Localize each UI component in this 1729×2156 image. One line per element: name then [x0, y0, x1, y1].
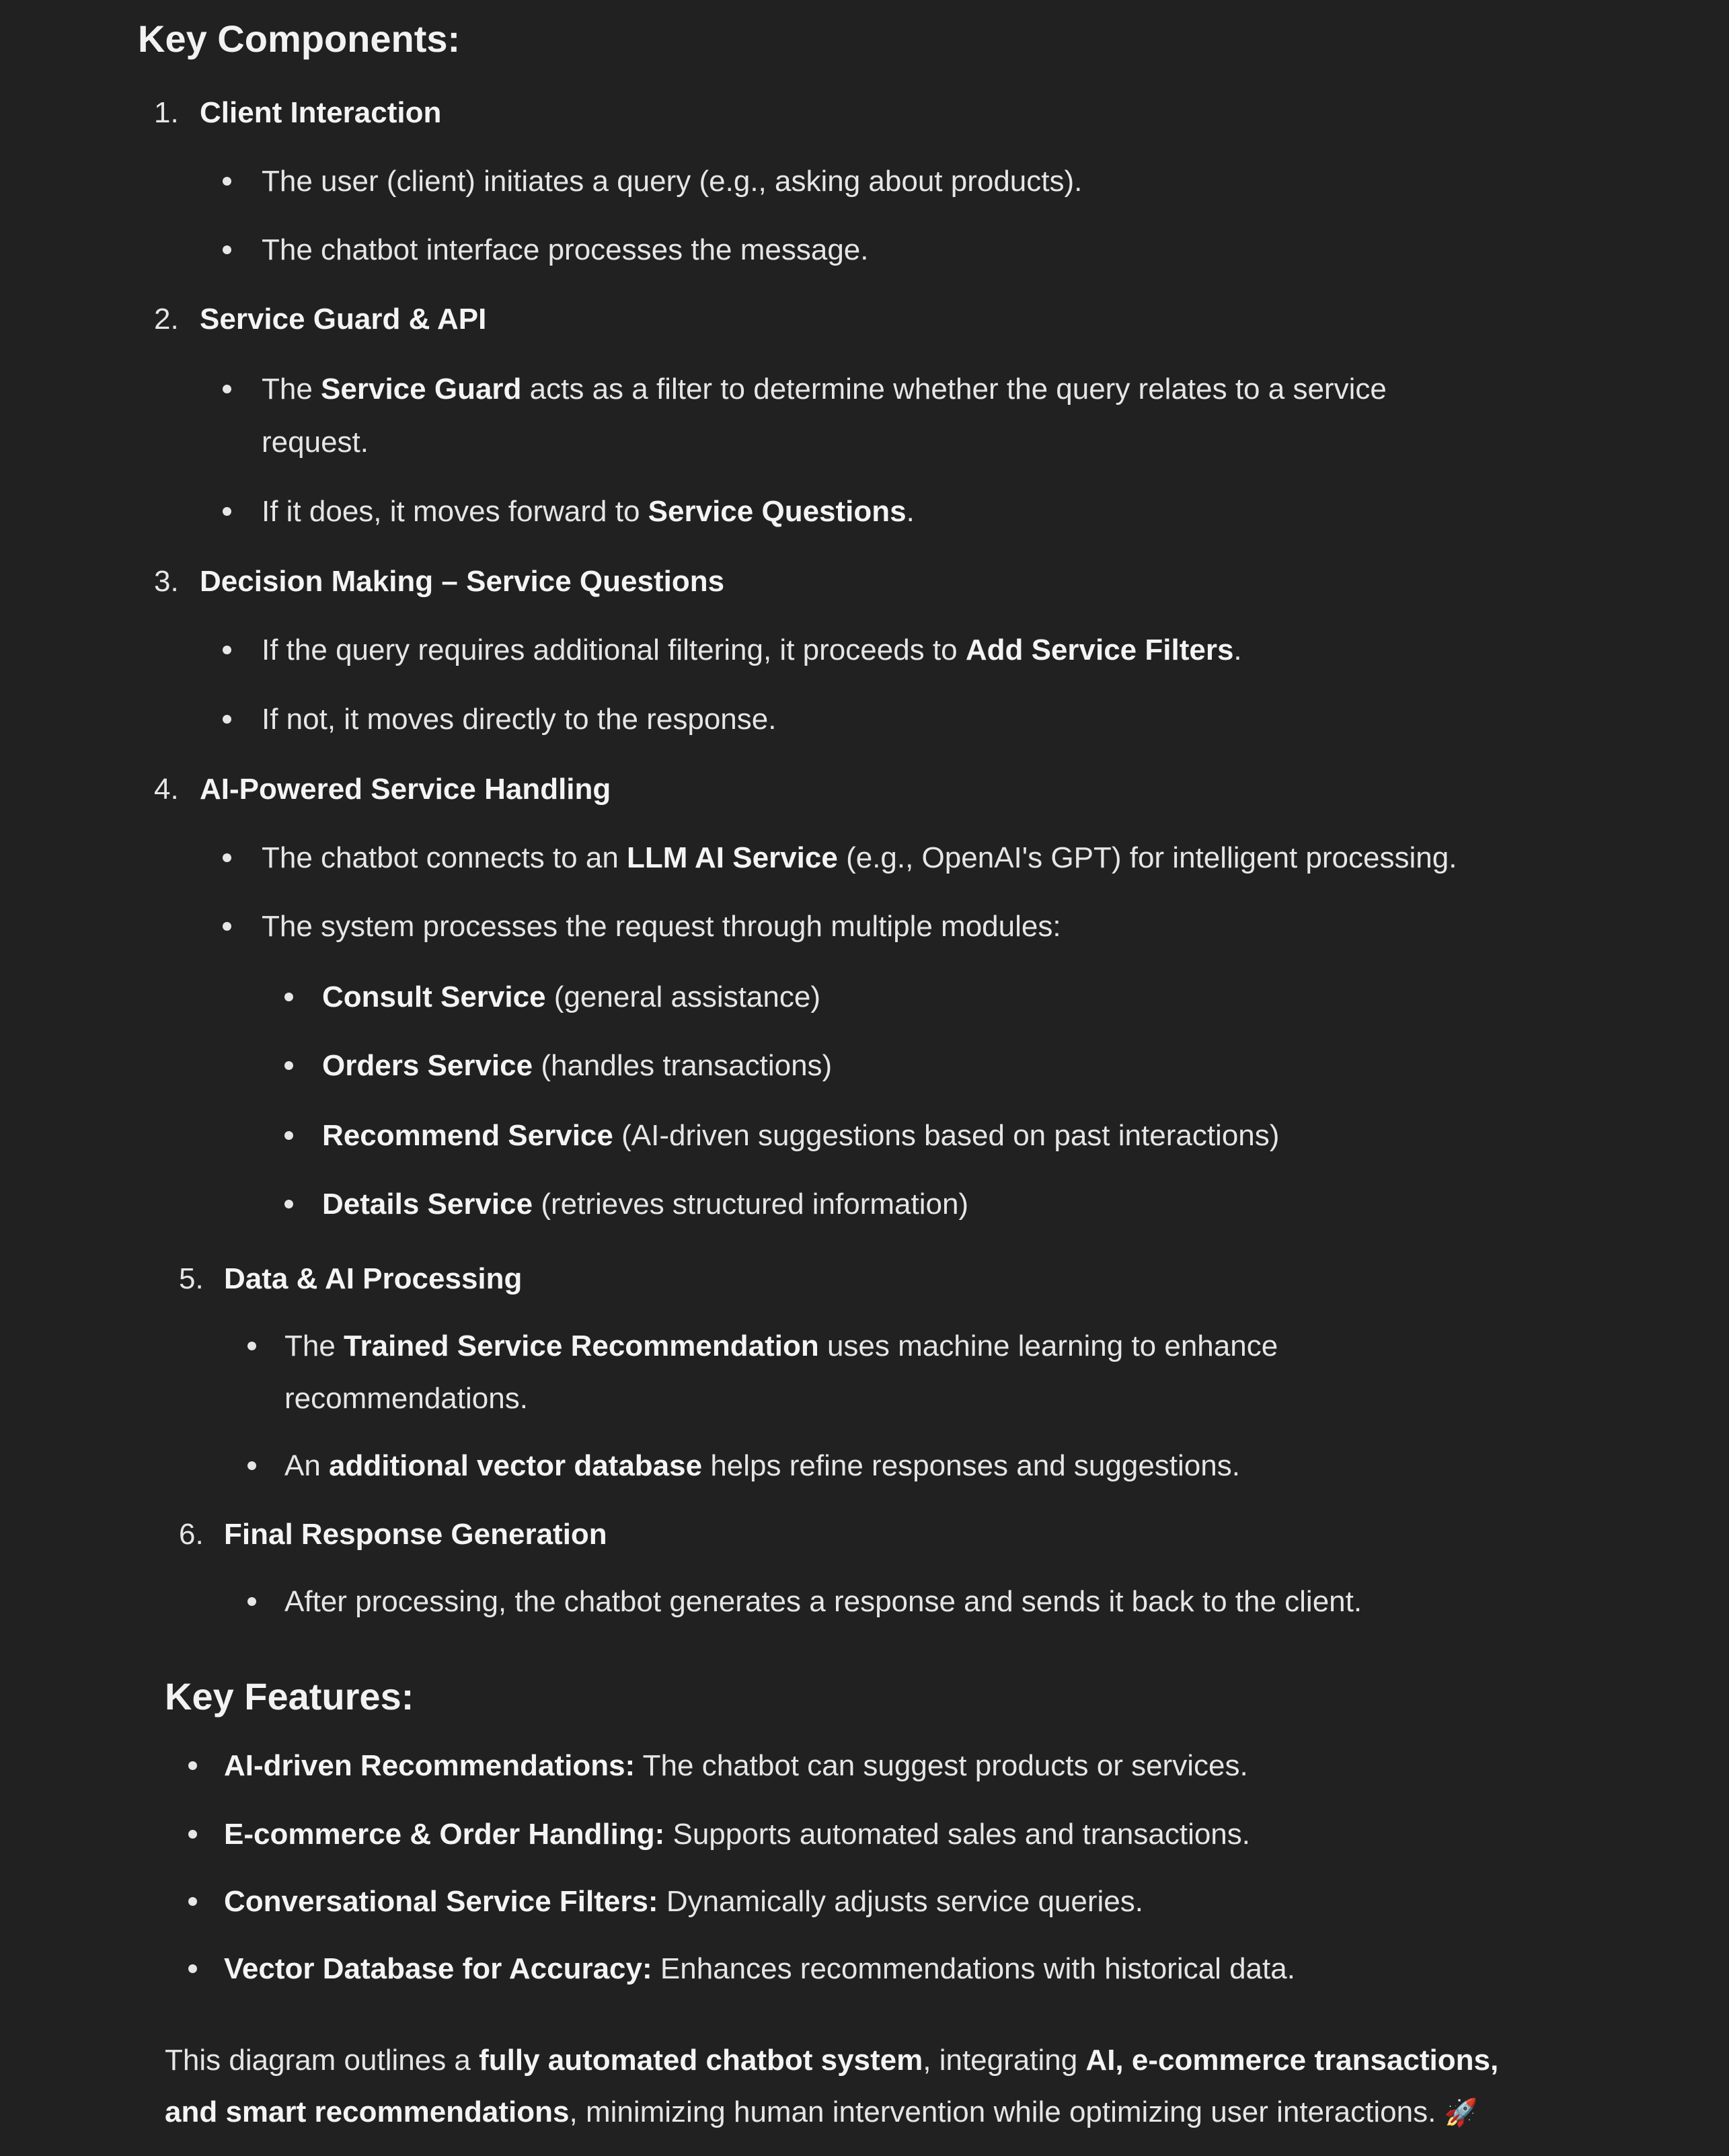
bullet-icon [223, 507, 231, 516]
section-heading-key-features: Key Features: [165, 1675, 414, 1718]
list-number: 2. [154, 303, 179, 336]
list-number: 1. [154, 96, 179, 129]
list-item: The Trained Service Recommendation uses machine learning to enhance [284, 1330, 1278, 1362]
module-item: Consult Service (general assistance) [322, 980, 820, 1013]
list-item: The Service Guard acts as a filter to determine whether the query relates to a service [262, 373, 1387, 406]
feature-item: AI-driven Recommendations: The chatbot can suggest products or services. [224, 1749, 1248, 1782]
bullet-icon [223, 715, 231, 724]
section-heading-key-components: Key Components: [138, 17, 461, 60]
bullet-icon [284, 1200, 293, 1208]
feature-item: Vector Database for Accuracy: Enhances recommendations with historical data. [224, 1952, 1295, 1985]
bullet-icon [284, 1131, 293, 1140]
bullet-icon [223, 245, 231, 254]
list-item: If not, it moves directly to the response. [262, 703, 777, 736]
component-title: AI-Powered Service Handling [200, 773, 611, 806]
component-title: Data & AI Processing [224, 1262, 523, 1295]
bullet-icon [188, 1964, 197, 1973]
component-title: Service Guard & API [200, 303, 487, 336]
bullet-icon [223, 385, 231, 393]
rocket-icon: 🚀 [1444, 2098, 1478, 2128]
bullet-icon [188, 1761, 197, 1770]
feature-item: Conversational Service Filters: Dynamically adjusts service queries. [224, 1885, 1143, 1918]
list-item: After processing, the chatbot generates a response and sends it back to the client. [284, 1585, 1362, 1618]
bullet-icon [284, 993, 293, 1001]
list-item: If the query requires additional filtering, it proceeds to Add Service Filters. [262, 633, 1242, 666]
feature-item: E-commerce & Order Handling: Supports automated sales and transactions. [224, 1818, 1251, 1851]
module-item: Orders Service (handles transactions) [322, 1049, 833, 1082]
bullet-icon [188, 1830, 197, 1839]
bullet-icon [247, 1461, 256, 1470]
bullet-icon [223, 177, 231, 186]
list-item-continuation: request. [262, 426, 369, 459]
module-item: Details Service (retrieves structured information) [322, 1188, 969, 1221]
list-item: If it does, it moves forward to Service Questions. [262, 495, 915, 528]
list-number: 3. [154, 565, 179, 598]
list-number: 6. [179, 1518, 204, 1551]
summary-line-2: and smart recommendations, minimizing human intervention while optimizing user interactions. 🚀 [165, 2095, 1478, 2128]
module-item: Recommend Service (AI-driven suggestions based on past interactions) [322, 1119, 1280, 1152]
list-item: The user (client) initiates a query (e.g., asking about products). [262, 165, 1083, 198]
component-title: Client Interaction [200, 96, 442, 129]
bullet-icon [284, 1061, 293, 1070]
bullet-icon [223, 646, 231, 654]
bullet-icon [223, 853, 231, 862]
component-title: Decision Making – Service Questions [200, 565, 725, 598]
list-number: 5. [179, 1262, 204, 1295]
list-item: The chatbot interface processes the message. [262, 233, 869, 266]
bullet-icon [223, 922, 231, 931]
bullet-icon [247, 1597, 256, 1606]
list-item: The system processes the request through multiple modules: [262, 910, 1061, 943]
list-item: The chatbot connects to an LLM AI Service (e.g., OpenAI's GPT) for intelligent processing. [262, 841, 1457, 874]
component-title: Final Response Generation [224, 1518, 607, 1551]
list-number: 4. [154, 773, 179, 806]
bullet-icon [188, 1897, 197, 1906]
bullet-icon [247, 1342, 256, 1350]
list-item-continuation: recommendations. [284, 1382, 528, 1415]
list-item: An additional vector database helps refine responses and suggestions. [284, 1449, 1240, 1482]
summary-line-1: This diagram outlines a fully automated chatbot system, integrating AI, e-commerce transactions, [165, 2044, 1499, 2077]
